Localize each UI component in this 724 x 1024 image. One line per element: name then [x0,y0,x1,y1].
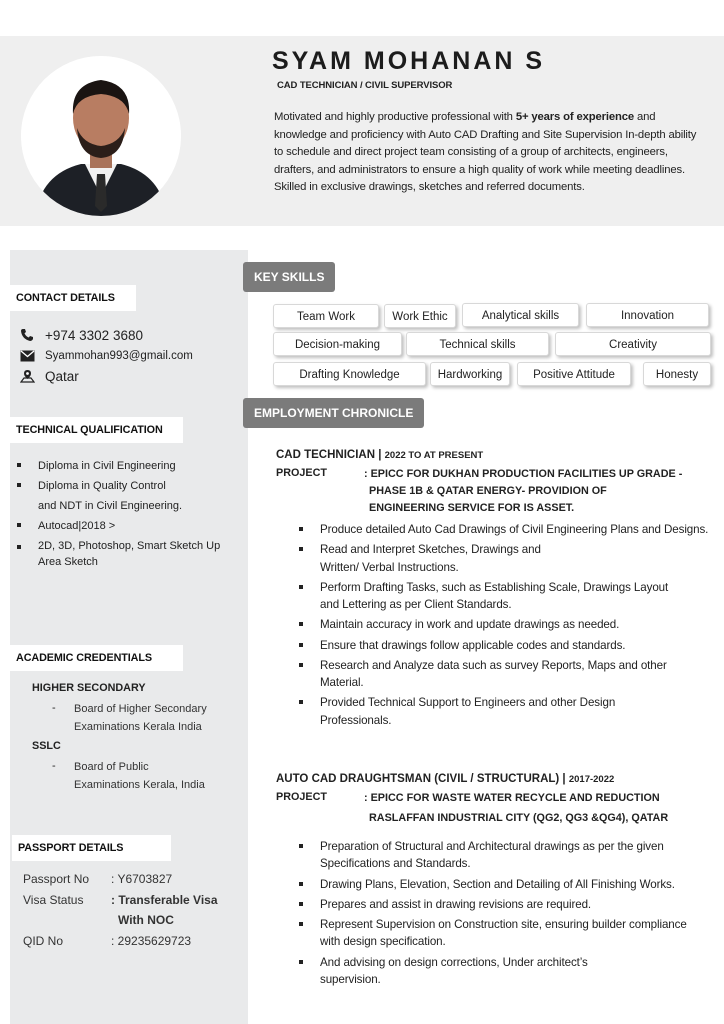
summary-text: Motivated and highly productive professional with [274,111,516,123]
job-period: 2022 TO AT PRESENT [384,450,484,461]
job-duties-list [298,838,710,991]
job-period: 2017-2022 [568,774,615,785]
job-title-text: AUTO CAD DRAUGHTSMAN (CIVIL / STRUCTURAL) | [276,773,569,785]
technical-list [15,456,241,570]
education-level: HIGHER SECONDARY [32,682,146,694]
skill-chip: Work Ethic [384,304,456,328]
list-item: Drawing Plans, Elevation, Section and Detailing of All Finishing Works. [298,876,710,893]
person-avatar-icon [21,56,181,216]
project-description [364,466,714,517]
visa-label: Visa Status [23,893,84,907]
academic-entry: SSLC - Board of Public Examinations Kerala, India [32,740,61,752]
location-text: Qatar [45,368,79,384]
phone-number[interactable]: +974 3302 3680 [45,327,143,343]
list-item: Produce detailed Auto Cad Drawings of Civil Engineering Plans and Designs. [298,521,710,538]
list-item: Maintain accuracy in work and update drawings as needed. [298,616,710,633]
map-pin-icon [19,368,35,384]
envelope-icon [19,348,35,364]
visa-value-detail: With NOC [118,913,174,927]
education-board-location: Examinations Kerala, India [74,779,205,791]
list-item: And advising on design corrections, Under architect’s supervision. [298,954,710,989]
project-line: PHASE 1B & QATAR ENERGY- PROVIDION OF [369,485,607,497]
passport-value: : Y6703827 [111,872,173,886]
candidate-name: SYAM MOHANAN S [272,47,546,75]
skill-chip: Positive Attitude [517,362,631,386]
sidebar [10,250,248,1024]
education-level: SSLC [32,740,61,752]
job-title [276,773,614,785]
skill-chip: Technical skills [406,332,549,356]
passport-label: Passport No [23,872,90,886]
job-duties-list [298,521,710,732]
email-address[interactable]: Syammohan993@gmail.com [45,350,193,362]
employment-title: EMPLOYMENT CHRONICLE [243,398,424,428]
project-line: : EPICC FOR WASTE WATER RECYCLE AND REDUCTION [364,792,660,804]
job-title [276,449,483,461]
job-title-text: CAD TECHNICIAN | [276,449,385,461]
contact-phone [19,327,143,343]
list-item: Prepares and assist in drawing revisions are required. [298,896,710,913]
profile-photo [21,56,181,216]
academic-credentials-title: ACADEMIC CREDENTIALS [10,645,183,671]
technical-qualification-title: TECHNICAL QUALIFICATION [10,417,183,443]
project-label: PROJECT [276,467,327,479]
education-board: Board of Higher Secondary [74,703,207,715]
education-board: Board of Public [74,761,149,773]
project-line: ENGINEERING SERVICE FOR IS ASSET. [369,502,575,514]
job-role: CAD TECHNICIAN / CIVIL SUPERVISOR [277,80,453,91]
skill-chip: Innovation [586,303,709,327]
list-item: Ensure that drawings follow applicable codes and standards. [298,637,710,654]
list-item: Research and Analyze data such as survey Reports, Maps and other Material. [298,657,710,692]
academic-entry: HIGHER SECONDARY - Board of Higher Secondary Examinations Kerala India [32,682,146,694]
qid-label: QID No [23,934,64,948]
skill-chip: Honesty [643,362,711,386]
list-item: Diploma in Civil Engineering [15,456,241,476]
list-item: Provided Technical Support to Engineers and other Design Professionals. [298,694,710,729]
education-board-location: Examinations Kerala India [74,721,202,733]
passport-details-title: PASSPORT DETAILS [12,835,171,861]
list-item: Perform Drafting Tasks, such as Establishing Scale, Drawings Layout and Lettering as per Client Standards. [298,579,710,614]
project-line: RASLAFFAN INDUSTRIAL CITY (QG2, QG3 &QG4), QATAR [369,812,669,824]
phone-icon [19,327,35,343]
list-item: Preparation of Structural and Architectural drawings as per the given Specifications and Standards. [298,838,710,873]
skill-chip: Decision-making [273,332,402,356]
list-item: and NDT in Civil Engineering. [38,500,183,512]
list-item: Diploma in Quality Control [15,476,241,496]
list-item: 2D, 3D, Photoshop, Smart Sketch Up Area Sketch [15,538,241,570]
project-line: : EPICC FOR DUKHAN PRODUCTION FACILITIES UP GRADE - [364,468,683,480]
key-skills-title: KEY SKILLS [243,262,335,292]
qid-value: : 29235629723 [111,934,192,948]
skill-chip: Drafting Knowledge [273,362,426,386]
list-item: Represent Supervision on Construction site, ensuring builder compliance with design specification. [298,916,710,951]
profile-summary [274,109,706,197]
skill-chip: Hardworking [430,362,510,386]
list-item: Read and Interpret Sketches, Drawings and Written/ Verbal Instructions. [298,541,710,576]
contact-email [19,348,193,364]
summary-text-rest: and knowledge and proficiency with Auto CAD Drafting and Site Supervision In-depth ability to schedule and direct project team consisting of a group of architects, engineers, drafters, and administrators to ensure a high quality of work while meeting deadlines. Skilled in exclusive drawings, sketches and referred documents. [274,111,697,193]
project-label: PROJECT [276,791,327,803]
contact-details-title: CONTACT DETAILS [10,285,136,311]
skill-chip: Analytical skills [462,303,579,327]
summary-highlight: 5+ years of experience [515,111,635,123]
project-description [364,790,714,827]
skill-chip: Creativity [555,332,711,356]
skill-chip: Team Work [273,304,379,328]
contact-location [19,368,79,384]
visa-value: : Transferable Visa [111,893,218,907]
list-item: Autocad|2018 > [15,516,241,536]
